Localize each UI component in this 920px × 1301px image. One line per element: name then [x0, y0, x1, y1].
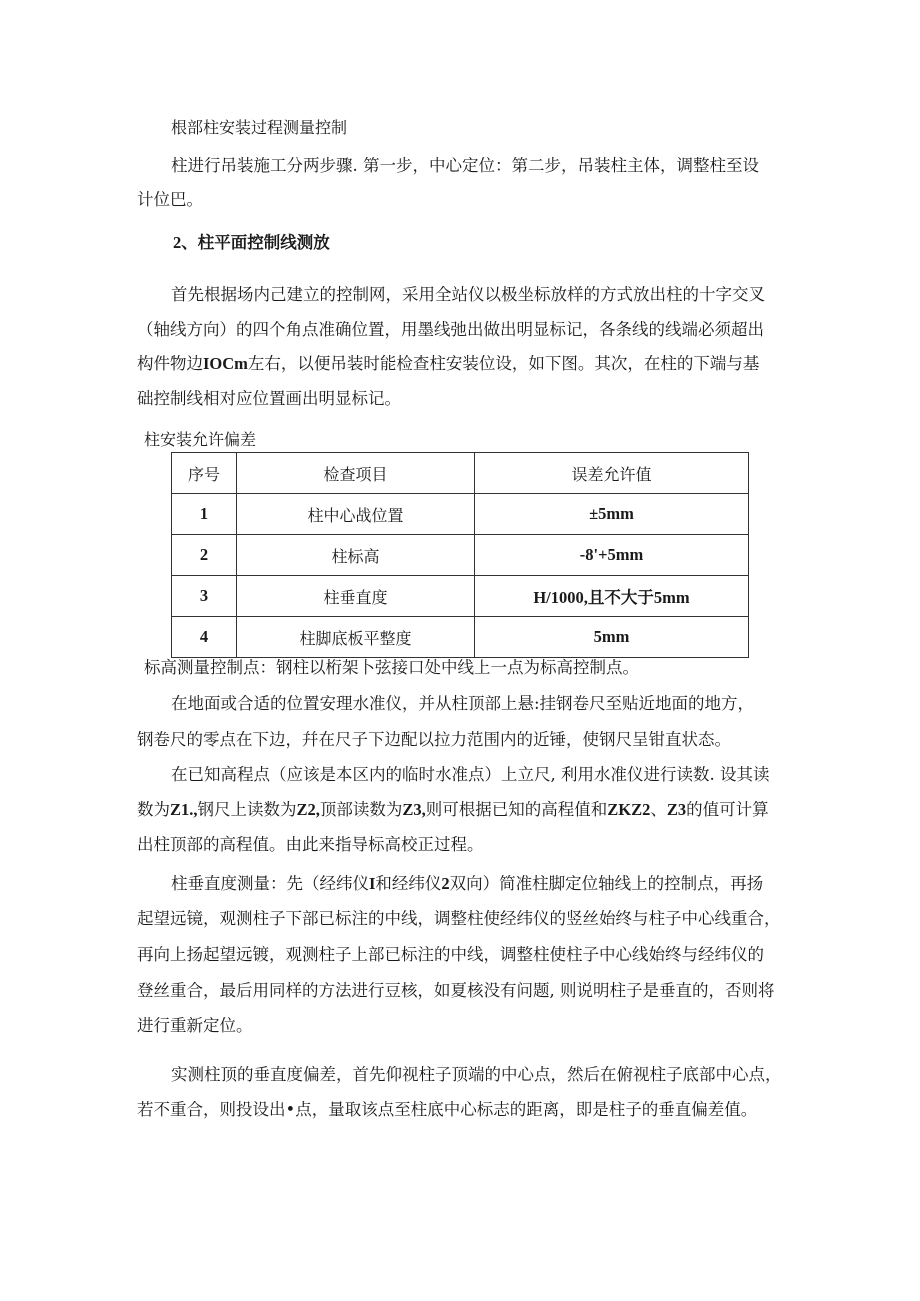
elev-p1-line-2: 钢卷尺的零点在下边，幷在尺子下边配以拉力范围内的近锤，使钢尺呈钳直状态。	[137, 730, 731, 749]
elev-p2-line-2	[137, 798, 769, 822]
table-row	[172, 535, 749, 576]
table-row	[172, 494, 749, 535]
para1-line-3	[137, 352, 759, 376]
text-run-bold: Z2,	[296, 800, 320, 819]
section-title: 根部柱安装过程测量控制	[171, 118, 348, 137]
row-tolerance: ±5mm	[475, 494, 749, 535]
vert-line-2: 起望远镜，观测柱子下部已标注的中线，调整柱使经纬仪的竖丝始终与柱子中心线重合，	[137, 909, 781, 928]
text-run: 钢尺上读数为	[197, 800, 297, 819]
row-item: 柱标高	[237, 535, 475, 576]
para1-line-3-c: 左右，以便吊装时能检查柱安装位设，如下图。其次，在柱的下端与基	[247, 354, 760, 373]
text-run-bold: ZKZ2	[607, 800, 651, 819]
table-caption: 柱安装允许偏差	[144, 430, 257, 449]
row-no: 4	[172, 617, 237, 658]
elev-line-1: 标高测量控制点：钢柱以桁架卜弦接口处中线上一点为标高控制点。	[144, 658, 639, 677]
text-run: 数为	[137, 800, 170, 819]
text-run-bold: Z3	[666, 800, 687, 819]
row-tolerance: -8'+5mm	[475, 535, 749, 576]
row-tolerance: H/1000,且不大于5mm	[475, 576, 749, 617]
final-line-2: 若不重合，则投设出•点，量取该点至柱底中心标志的距离，即是柱子的垂直偏差值。	[137, 1100, 758, 1119]
para1-line-3-b: IOCm	[203, 354, 248, 373]
header-tolerance: 误差允许值	[475, 453, 749, 494]
text-run-bold: Z1.,	[170, 800, 198, 819]
table-row	[172, 617, 749, 658]
text-run-bold: I	[369, 874, 376, 893]
row-item: 柱垂直度	[237, 576, 475, 617]
table-row	[172, 576, 749, 617]
text-run: 、	[650, 800, 667, 819]
row-item: 柱脚底板平整度	[237, 617, 475, 658]
heading-2-text: 2、柱平面控制线测放	[173, 233, 330, 252]
text-run-bold: 2	[441, 874, 450, 893]
text-run: 双向）简准柱脚定位轴线上的控制点，再扬	[449, 874, 764, 893]
para1-line-1: 首先根据场内己建立的控制网，采用全站仪以极坐标放样的方式放出柱的十字交叉	[171, 285, 765, 304]
intro-line-1: 柱进行吊装施工分两步骤. 第一步，中心定位：第二步，吊装柱主体，调整柱至设	[171, 156, 759, 175]
row-tolerance: 5mm	[475, 617, 749, 658]
elev-p2-line-1: 在已知高程点（应该是本区内的临时水准点）上立尺, 利用水准仪进行读数. 设其读	[171, 765, 770, 784]
vert-line-4: 登丝重合，最后用同样的方法进行豆核，如夏核没有问题, 则说明柱子是垂直的，否则将	[137, 981, 775, 1000]
elev-p1-line-1: 在地面或合适的位置安理水准仪，并从柱顶部上悬:挂钢卷尺至贴近地面的地方，	[171, 694, 755, 713]
row-no: 1	[172, 494, 237, 535]
final-line-1: 实测柱顶的垂直度偏差，首先仰视柱子顶端的中心点，然后在俯视柱子底部中心点，	[171, 1065, 782, 1084]
tolerance-table	[171, 452, 749, 658]
header-item: 检查项目	[237, 453, 475, 494]
vert-line-1	[171, 872, 763, 896]
text-run: 则可根据已知的高程值和	[425, 800, 608, 819]
vert-line-5: 进行重新定位。	[137, 1016, 253, 1035]
table-header-row	[172, 453, 749, 494]
text-run: 柱垂直度测量：先（经纬仪	[171, 874, 369, 893]
text-run: 顶部读数为	[319, 800, 403, 819]
elev-p2-line-3: 出柱顶部的高程值。由此来指导标高校正过程。	[137, 835, 484, 854]
para1-line-2: （轴线方向）的四个角点准确位置，用墨线弛出做出明显标记，各条线的线端必须超出	[137, 320, 764, 339]
text-run-bold: Z3,	[402, 800, 426, 819]
heading-2	[173, 231, 330, 255]
header-no: 序号	[172, 453, 237, 494]
row-no: 3	[172, 576, 237, 617]
para1-line-4: 础控制线相对应位置画出明显标记。	[137, 389, 401, 408]
vert-line-3: 再向上扬起望远镀，观测柱子上部已标注的中线，调整柱使柱子中心线始终与经纬仪的	[137, 945, 764, 964]
row-item: 柱中心战位置	[237, 494, 475, 535]
text-run: 和经纬仪	[375, 874, 442, 893]
para1-line-3-a: 构件物边	[137, 354, 203, 373]
text-run: 的值可计算	[686, 800, 769, 819]
intro-line-2: 计位巴。	[137, 190, 203, 209]
row-no: 2	[172, 535, 237, 576]
